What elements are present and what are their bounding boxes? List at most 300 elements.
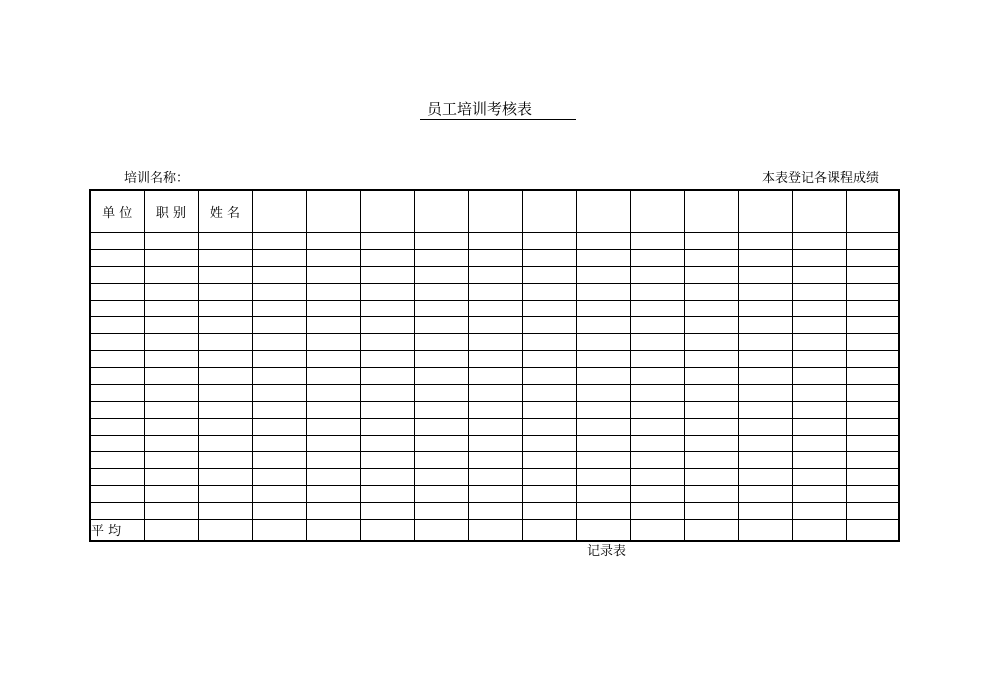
table-cell[interactable] (144, 486, 198, 503)
table-cell[interactable] (252, 351, 306, 368)
average-cell[interactable] (792, 519, 846, 541)
table-cell[interactable] (90, 300, 144, 317)
table-cell[interactable] (252, 486, 306, 503)
table-cell[interactable] (198, 250, 252, 267)
table-cell[interactable] (414, 283, 468, 300)
average-cell[interactable] (198, 519, 252, 541)
table-cell[interactable] (360, 486, 414, 503)
table-cell[interactable] (414, 266, 468, 283)
table-cell[interactable] (252, 452, 306, 469)
table-cell[interactable] (684, 351, 738, 368)
average-cell[interactable] (360, 519, 414, 541)
table-cell[interactable] (306, 502, 360, 519)
table-cell[interactable] (522, 266, 576, 283)
table-cell[interactable] (360, 283, 414, 300)
average-cell[interactable] (576, 519, 630, 541)
table-cell[interactable] (792, 502, 846, 519)
table-cell[interactable] (792, 435, 846, 452)
table-cell[interactable] (792, 418, 846, 435)
table-cell[interactable] (306, 300, 360, 317)
table-cell[interactable] (522, 368, 576, 385)
table-cell[interactable] (576, 283, 630, 300)
header-cell (414, 190, 468, 233)
table-cell[interactable] (846, 317, 899, 334)
table-cell[interactable] (90, 435, 144, 452)
table-cell[interactable] (198, 368, 252, 385)
table-cell[interactable] (738, 317, 792, 334)
table-cell[interactable] (360, 300, 414, 317)
table-cell[interactable] (522, 334, 576, 351)
table-cell[interactable] (360, 266, 414, 283)
table-cell[interactable] (252, 368, 306, 385)
table-row (90, 486, 899, 503)
table-cell[interactable] (576, 418, 630, 435)
table-cell[interactable] (414, 452, 468, 469)
header-cell (306, 190, 360, 233)
table-cell[interactable] (306, 368, 360, 385)
table-row (90, 300, 899, 317)
table-cell[interactable] (144, 502, 198, 519)
table-cell[interactable] (414, 401, 468, 418)
table-cell[interactable] (468, 334, 522, 351)
table-cell[interactable] (360, 401, 414, 418)
table-cell[interactable] (684, 283, 738, 300)
table-cell[interactable] (630, 233, 684, 250)
table-cell[interactable] (360, 334, 414, 351)
table-cell[interactable] (306, 334, 360, 351)
header-cell (522, 190, 576, 233)
table-cell[interactable] (198, 486, 252, 503)
table-cell[interactable] (684, 502, 738, 519)
table-cell[interactable] (630, 266, 684, 283)
table-cell[interactable] (684, 266, 738, 283)
table-cell[interactable] (630, 351, 684, 368)
average-cell[interactable] (252, 519, 306, 541)
table-cell[interactable] (360, 469, 414, 486)
table-cell[interactable] (576, 502, 630, 519)
table-cell[interactable] (684, 452, 738, 469)
table-cell[interactable] (144, 401, 198, 418)
table-cell[interactable] (90, 351, 144, 368)
table-cell[interactable] (144, 317, 198, 334)
table-cell[interactable] (738, 486, 792, 503)
table-cell[interactable] (576, 401, 630, 418)
table-cell[interactable] (846, 233, 899, 250)
table-cell[interactable] (360, 384, 414, 401)
table-cell[interactable] (306, 233, 360, 250)
table-cell[interactable] (684, 486, 738, 503)
table-cell[interactable] (468, 469, 522, 486)
table-cell[interactable] (144, 233, 198, 250)
table-cell[interactable] (252, 502, 306, 519)
table-cell[interactable] (846, 401, 899, 418)
table-cell[interactable] (306, 486, 360, 503)
average-label: 平 均 (90, 519, 144, 541)
table-cell[interactable] (576, 233, 630, 250)
table-cell[interactable] (468, 502, 522, 519)
table-cell[interactable] (468, 486, 522, 503)
header-cell (792, 190, 846, 233)
table-cell[interactable] (468, 266, 522, 283)
table-cell[interactable] (576, 469, 630, 486)
average-cell[interactable] (414, 519, 468, 541)
table-cell[interactable] (522, 384, 576, 401)
table-cell[interactable] (522, 300, 576, 317)
table-cell[interactable] (738, 418, 792, 435)
table-cell[interactable] (576, 266, 630, 283)
table-cell[interactable] (144, 435, 198, 452)
header-cell (738, 190, 792, 233)
table-cell[interactable] (414, 351, 468, 368)
table-cell[interactable] (576, 317, 630, 334)
table-cell[interactable] (738, 502, 792, 519)
table-cell[interactable] (198, 283, 252, 300)
table-cell[interactable] (522, 435, 576, 452)
table-cell[interactable] (468, 283, 522, 300)
table-cell[interactable] (792, 300, 846, 317)
table-cell[interactable] (414, 233, 468, 250)
table-cell[interactable] (252, 317, 306, 334)
table-cell[interactable] (252, 418, 306, 435)
table-cell[interactable] (90, 401, 144, 418)
header-cell: 单 位 (90, 190, 144, 233)
table-cell[interactable] (684, 233, 738, 250)
table-cell[interactable] (846, 418, 899, 435)
table-cell[interactable] (144, 351, 198, 368)
table-cell[interactable] (468, 418, 522, 435)
table-cell[interactable] (738, 351, 792, 368)
table-cell[interactable] (792, 469, 846, 486)
table-cell[interactable] (792, 351, 846, 368)
table-cell[interactable] (792, 283, 846, 300)
table-cell[interactable] (414, 384, 468, 401)
average-cell[interactable] (684, 519, 738, 541)
table-cell[interactable] (360, 250, 414, 267)
table-cell[interactable] (846, 283, 899, 300)
table-cell[interactable] (90, 452, 144, 469)
table-cell[interactable] (576, 452, 630, 469)
table-cell[interactable] (522, 502, 576, 519)
header-cell (252, 190, 306, 233)
table-cell[interactable] (144, 368, 198, 385)
table-cell[interactable] (522, 233, 576, 250)
table-cell[interactable] (360, 435, 414, 452)
table-cell[interactable] (252, 401, 306, 418)
table-cell[interactable] (522, 452, 576, 469)
table-row (90, 435, 899, 452)
table-cell[interactable] (576, 250, 630, 267)
table-cell[interactable] (522, 317, 576, 334)
header-cell (360, 190, 414, 233)
table-cell[interactable] (198, 334, 252, 351)
table-cell[interactable] (414, 502, 468, 519)
table-cell[interactable] (738, 283, 792, 300)
table-cell[interactable] (738, 266, 792, 283)
table-cell[interactable] (846, 300, 899, 317)
table-cell[interactable] (414, 334, 468, 351)
header-row (90, 190, 899, 233)
table-cell[interactable] (630, 283, 684, 300)
table-cell[interactable] (630, 486, 684, 503)
table-cell[interactable] (738, 435, 792, 452)
header-cell (576, 190, 630, 233)
table-cell[interactable] (792, 317, 846, 334)
table-cell[interactable] (90, 368, 144, 385)
header-cell: 姓 名 (198, 190, 252, 233)
table-cell[interactable] (576, 486, 630, 503)
table-cell[interactable] (252, 283, 306, 300)
table-row (90, 502, 899, 519)
table-cell[interactable] (144, 334, 198, 351)
table-cell[interactable] (684, 368, 738, 385)
table-cell[interactable] (792, 486, 846, 503)
table-row (90, 418, 899, 435)
table-cell[interactable] (792, 334, 846, 351)
table-cell[interactable] (414, 300, 468, 317)
table-cell[interactable] (144, 283, 198, 300)
table-cell[interactable] (522, 250, 576, 267)
table-cell[interactable] (144, 384, 198, 401)
table-cell[interactable] (468, 435, 522, 452)
table-cell[interactable] (252, 384, 306, 401)
table-cell[interactable] (522, 351, 576, 368)
table-cell[interactable] (306, 401, 360, 418)
table-cell[interactable] (198, 300, 252, 317)
average-cell[interactable] (468, 519, 522, 541)
table-cell[interactable] (576, 334, 630, 351)
table-cell[interactable] (360, 351, 414, 368)
average-cell[interactable] (522, 519, 576, 541)
table-cell[interactable] (630, 452, 684, 469)
table-cell[interactable] (198, 317, 252, 334)
table-cell[interactable] (630, 435, 684, 452)
table-cell[interactable] (846, 452, 899, 469)
table-cell[interactable] (684, 469, 738, 486)
header-cell: 职 别 (144, 190, 198, 233)
table-cell[interactable] (306, 384, 360, 401)
table-cell[interactable] (630, 418, 684, 435)
table-cell[interactable] (846, 435, 899, 452)
table-cell[interactable] (522, 469, 576, 486)
table-cell[interactable] (198, 469, 252, 486)
table-cell[interactable] (468, 250, 522, 267)
table-cell[interactable] (630, 317, 684, 334)
table-cell[interactable] (360, 418, 414, 435)
table-cell[interactable] (738, 368, 792, 385)
table-cell[interactable] (846, 266, 899, 283)
average-cell[interactable] (738, 519, 792, 541)
table-cell[interactable] (90, 266, 144, 283)
table-cell[interactable] (738, 469, 792, 486)
table-cell[interactable] (846, 384, 899, 401)
table-cell[interactable] (684, 401, 738, 418)
table-cell[interactable] (252, 334, 306, 351)
table-cell[interactable] (630, 368, 684, 385)
table-cell[interactable] (630, 401, 684, 418)
table-cell[interactable] (576, 384, 630, 401)
table-cell[interactable] (738, 452, 792, 469)
table-cell[interactable] (306, 452, 360, 469)
table-cell[interactable] (90, 317, 144, 334)
table-cell[interactable] (468, 317, 522, 334)
table-cell[interactable] (792, 401, 846, 418)
table-cell[interactable] (738, 401, 792, 418)
table-cell[interactable] (522, 401, 576, 418)
table-cell[interactable] (522, 418, 576, 435)
table-cell[interactable] (90, 250, 144, 267)
table-cell[interactable] (90, 469, 144, 486)
table-cell[interactable] (198, 266, 252, 283)
table-cell[interactable] (684, 334, 738, 351)
table-cell[interactable] (198, 435, 252, 452)
table-cell[interactable] (198, 351, 252, 368)
header-cell (468, 190, 522, 233)
table-cell[interactable] (846, 351, 899, 368)
table-cell[interactable] (468, 233, 522, 250)
table-cell[interactable] (846, 334, 899, 351)
table-cell[interactable] (792, 266, 846, 283)
table-cell[interactable] (198, 418, 252, 435)
table-cell[interactable] (252, 233, 306, 250)
table-cell[interactable] (252, 250, 306, 267)
table-cell[interactable] (738, 334, 792, 351)
table-cell[interactable] (252, 300, 306, 317)
table-cell[interactable] (306, 351, 360, 368)
table-cell[interactable] (738, 233, 792, 250)
table-cell[interactable] (684, 250, 738, 267)
table-cell[interactable] (414, 368, 468, 385)
table-row (90, 266, 899, 283)
table-cell[interactable] (144, 418, 198, 435)
table-cell[interactable] (306, 469, 360, 486)
table-cell[interactable] (684, 418, 738, 435)
table-cell[interactable] (414, 435, 468, 452)
assessment-table (89, 189, 900, 542)
table-cell[interactable] (576, 435, 630, 452)
table-cell[interactable] (846, 469, 899, 486)
table-cell[interactable] (198, 502, 252, 519)
table-cell[interactable] (306, 317, 360, 334)
table-cell[interactable] (144, 250, 198, 267)
table-cell[interactable] (306, 283, 360, 300)
table-cell[interactable] (414, 486, 468, 503)
table-cell[interactable] (198, 384, 252, 401)
table-cell[interactable] (468, 368, 522, 385)
table-cell[interactable] (738, 250, 792, 267)
table-cell[interactable] (414, 317, 468, 334)
average-cell[interactable] (630, 519, 684, 541)
table-cell[interactable] (414, 250, 468, 267)
table-cell[interactable] (468, 300, 522, 317)
table-cell[interactable] (90, 502, 144, 519)
table-cell[interactable] (630, 300, 684, 317)
table-cell[interactable] (738, 300, 792, 317)
table-cell[interactable] (846, 250, 899, 267)
average-cell[interactable] (846, 519, 899, 541)
table-cell[interactable] (198, 452, 252, 469)
table-cell[interactable] (90, 384, 144, 401)
average-cell[interactable] (144, 519, 198, 541)
table-cell[interactable] (306, 435, 360, 452)
table-cell[interactable] (684, 384, 738, 401)
table-cell[interactable] (198, 401, 252, 418)
table-cell[interactable] (360, 368, 414, 385)
table-cell[interactable] (252, 469, 306, 486)
table-cell[interactable] (522, 283, 576, 300)
table-cell[interactable] (468, 401, 522, 418)
table-cell[interactable] (360, 233, 414, 250)
table-cell[interactable] (252, 266, 306, 283)
table-cell[interactable] (90, 418, 144, 435)
table-cell[interactable] (144, 300, 198, 317)
table-cell[interactable] (792, 452, 846, 469)
table-note: 本表登记各课程成绩 (762, 171, 880, 186)
table-cell[interactable] (576, 300, 630, 317)
table-cell[interactable] (846, 486, 899, 503)
table-cell[interactable] (630, 334, 684, 351)
table-row (90, 250, 899, 267)
table-cell[interactable] (90, 334, 144, 351)
table-cell[interactable] (90, 486, 144, 503)
table-cell[interactable] (576, 351, 630, 368)
table-cell[interactable] (198, 233, 252, 250)
table-cell[interactable] (630, 250, 684, 267)
footer-label: 记录表 (587, 544, 627, 559)
table-cell[interactable] (630, 384, 684, 401)
table-cell[interactable] (792, 233, 846, 250)
table-cell[interactable] (630, 502, 684, 519)
table-row (90, 469, 899, 486)
table-cell[interactable] (306, 418, 360, 435)
table-cell[interactable] (252, 435, 306, 452)
table-cell[interactable] (90, 283, 144, 300)
table-cell[interactable] (144, 452, 198, 469)
table-cell[interactable] (792, 384, 846, 401)
table-cell[interactable] (360, 452, 414, 469)
table-row (90, 368, 899, 385)
table-cell[interactable] (414, 418, 468, 435)
table-cell[interactable] (738, 384, 792, 401)
table-cell[interactable] (792, 250, 846, 267)
table-cell[interactable] (306, 250, 360, 267)
table-cell[interactable] (468, 384, 522, 401)
table-cell[interactable] (684, 435, 738, 452)
table-cell[interactable] (360, 502, 414, 519)
table-cell[interactable] (630, 469, 684, 486)
table-cell[interactable] (90, 233, 144, 250)
table-row (90, 452, 899, 469)
table-cell[interactable] (846, 502, 899, 519)
table-row (90, 283, 899, 300)
table-cell[interactable] (846, 368, 899, 385)
average-cell[interactable] (306, 519, 360, 541)
table-cell[interactable] (144, 469, 198, 486)
table-cell[interactable] (468, 452, 522, 469)
table-cell[interactable] (576, 368, 630, 385)
training-name-label: 培训名称： (124, 171, 190, 186)
table-cell[interactable] (792, 368, 846, 385)
table-cell[interactable] (306, 266, 360, 283)
table-cell[interactable] (684, 317, 738, 334)
table-row (90, 384, 899, 401)
table-cell[interactable] (360, 317, 414, 334)
table-cell[interactable] (522, 486, 576, 503)
table-cell[interactable] (144, 266, 198, 283)
table-row (90, 334, 899, 351)
table-cell[interactable] (468, 351, 522, 368)
table-cell[interactable] (684, 300, 738, 317)
table-cell[interactable] (414, 469, 468, 486)
